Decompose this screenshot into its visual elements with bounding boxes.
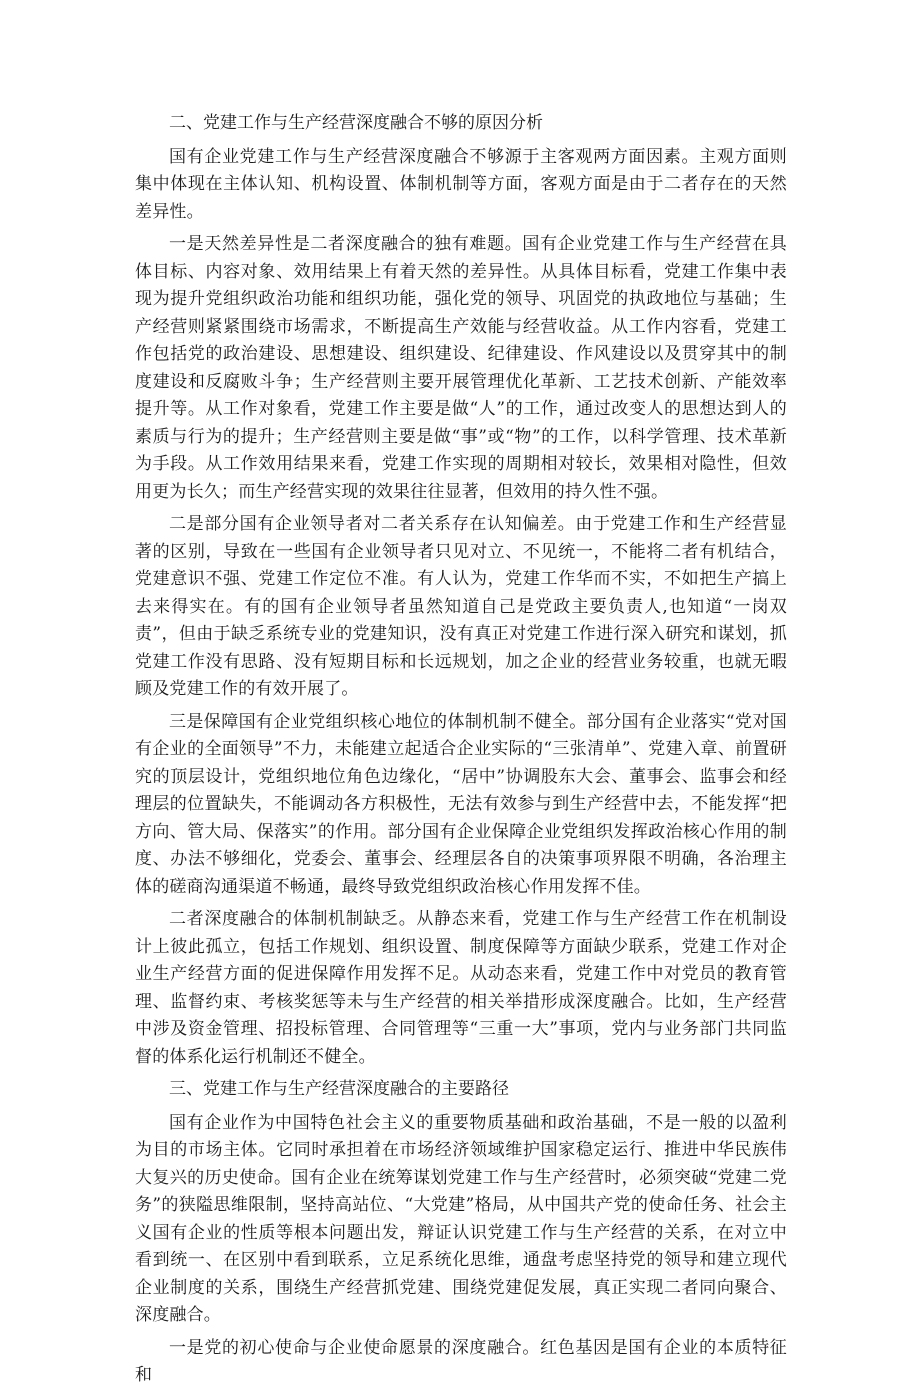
paragraph: 三是保障国有企业党组织核心地位的体制机制不健全。部分国有企业落实“党对国有企业的全面领导”不力，未能建立起适合企业实际的“三张清单”、党建入章、前置研究的顶层设计，党组织地位角色边缘化，“居中”协调股东大会、董事会、监事会和经理层的位置缺失，不能调动各方积极性，无法有效参与到生产经营中去，不能发挥“把方向、管大局、保落实”的作用。部分国有企业保障企业党组织发挥政治核心作用的制度、办法不够细化，党委会、董事会、经理层各自的决策事项界限不明确，各治理主体的磋商沟通渠道不畅通，最终导致党组织政治核心作用发挥不佳。 (135, 711, 787, 897)
document-page (135, 110, 787, 1395)
paragraph: 二是部分国有企业领导者对二者关系存在认知偏差。由于党建工作和生产经营显著的区别，导致在一些国有企业领导者只见对立、不见统一，不能将二者有机结合，党建意识不强、党建工作定位不准。有人认为，党建工作华而不实，不如把生产搞上去来得实在。有的国有企业领导者虽然知道自己是党政主要负责人,也知道“一岗双责”，但由于缺乏系统专业的党建知识，没有真正对党建工作进行深入研究和谋划，抓党建工作没有思路、没有短期目标和长远规划，加之企业的经营业务较重，也就无暇顾及党建工作的有效开展了。 (135, 514, 787, 699)
section-heading-3: 三、党建工作与生产经营深度融合的主要路径 (169, 1079, 509, 1099)
paragraph: 国有企业作为中国特色社会主义的重要物质基础和政治基础，不是一般的以盈利为目的市场主体。它同时承担着在市场经济领域维护国家稳定运行、推进中华民族伟大复兴的历史使命。国有企业在统筹谋划党建工作与生产经营时，必须突破“党建二党务”的狭隘思维限制，坚持高站位、“大党建”格局，从中国共产党的使命任务、社会主义国有企业的性质等根本问题出发，辩证认识党建工作与生产经营的关系，在对立中看到统一、在区别中看到联系，立足系统化思维，通盘考虑坚持党的领导和建立现代企业制度的关系，围绕生产经营抓党建、围绕党建促发展，真正实现二者同向聚合、深度融合。 (135, 1112, 787, 1325)
paragraph: 一是天然差异性是二者深度融合的独有难题。国有企业党建工作与生产经营在具体目标、内容对象、效用结果上有着天然的差异性。从具体目标看，党建工作集中表现为提升党组织政治功能和组织功能，强化党的领导、巩固党的执政地位与基础；生产经营则紧紧围绕市场需求，不断提高生产效能与经营收益。从工作内容看，党建工作包括党的政治建设、思想建设、组织建设、纪律建设、作风建设以及贯穿其中的制度建设和反腐败斗争；生产经营则主要开展管理优化革新、工艺技术创新、产能效率提升等。从工作对象看，党建工作主要是做“人”的工作，通过改变人的思想达到人的素质与行为的提升；生产经营则主要是做“事”或“物”的工作，以科学管理、技术革新为手段。从工作效用结果来看，党建工作实现的周期相对较长，效果相对隐性，但效用更为长久；而生产经营实现的效果往往显著，但效用的持久性不强。 (135, 234, 787, 502)
paragraph: 一是党的初心使命与企业使命愿景的深度融合。红色基因是国有企业的本质特征和 (135, 1337, 787, 1385)
paragraph: 二者深度融合的体制机制缺乏。从静态来看，党建工作与生产经营工作在机制设计上彼此孤立，包括工作规划、组织设置、制度保障等方面缺少联系，党建工作对企业生产经营方面的促进保障作用发挥不足。从动态来看，党建工作中对党员的教育管理、监督约束、考核奖惩等未与生产经营的相关举措形成深度融合。比如，生产经营中涉及资金管理、招投标管理、合同管理等“三重一大”事项，党内与业务部门共同监督的体系化运行机制还不健全。 (135, 909, 787, 1067)
section-heading-2: 二、党建工作与生产经营深度融合不够的原因分析 (169, 113, 543, 133)
paragraph: 国有企业党建工作与生产经营深度融合不够源于主客观两方面因素。主观方面则集中体现在主体认知、机构设置、体制机制等方面，客观方面是由于二者存在的天然差异性。 (135, 146, 787, 222)
